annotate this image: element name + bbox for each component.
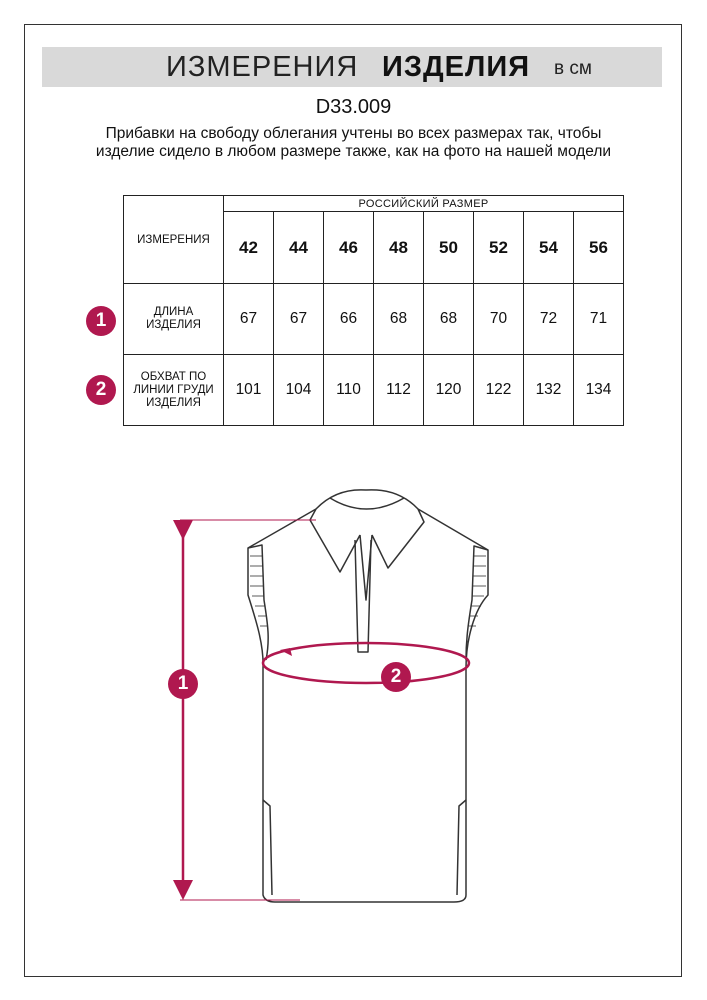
measure-header: ИЗМЕРЕНИЯ: [124, 196, 224, 284]
row-badge-length: 1: [86, 306, 116, 336]
size-header: 48: [374, 212, 424, 284]
size-header: 54: [524, 212, 574, 284]
table-cell: 66: [324, 284, 374, 355]
table-cell: 132: [524, 355, 574, 426]
table-cell: 110: [324, 355, 374, 426]
size-header: 52: [474, 212, 524, 284]
table-cell: 134: [574, 355, 624, 426]
table-cell: 70: [474, 284, 524, 355]
table-cell: 67: [224, 284, 274, 355]
vest-outline: [248, 490, 488, 902]
title-measurements: ИЗМЕРЕНИЯ: [166, 51, 359, 83]
table-cell: 67: [274, 284, 324, 355]
fit-description: Прибавки на свободу облегания учтены во всех размерах так, чтобы изделие сидело в любом размере также, как на фото на нашей модели: [95, 125, 612, 160]
row-badge-chest: 2: [86, 375, 116, 405]
diagram-badge-length: 1: [168, 669, 198, 699]
size-header: 42: [224, 212, 274, 284]
title-unit: в см: [554, 58, 592, 79]
table-cell: 122: [474, 355, 524, 426]
row-label-text: ОБХВАТ ПО ЛИНИИ ГРУДИ ИЗДЕЛИЯ: [133, 370, 214, 409]
table-cell: 120: [424, 355, 474, 426]
size-header: 46: [324, 212, 374, 284]
size-header: 44: [274, 212, 324, 284]
size-group-header: РОССИЙСКИЙ РАЗМЕР: [224, 196, 624, 212]
table-cell: 68: [374, 284, 424, 355]
row-label-text: ДЛИНА ИЗДЕЛИЯ: [146, 306, 201, 331]
table-cell: 71: [574, 284, 624, 355]
table-cell: 112: [374, 355, 424, 426]
size-header: 56: [574, 212, 624, 284]
table-cell: 68: [424, 284, 474, 355]
chest-measure: [263, 643, 469, 683]
table-cell: 101: [224, 355, 274, 426]
table-cell: 72: [524, 284, 574, 355]
size-header: 50: [424, 212, 474, 284]
diagram-badge-chest: 2: [381, 662, 411, 692]
article-code: D33.009: [315, 96, 392, 118]
title-product: ИЗДЕЛИЯ: [382, 51, 531, 83]
table-cell: 104: [274, 355, 324, 426]
